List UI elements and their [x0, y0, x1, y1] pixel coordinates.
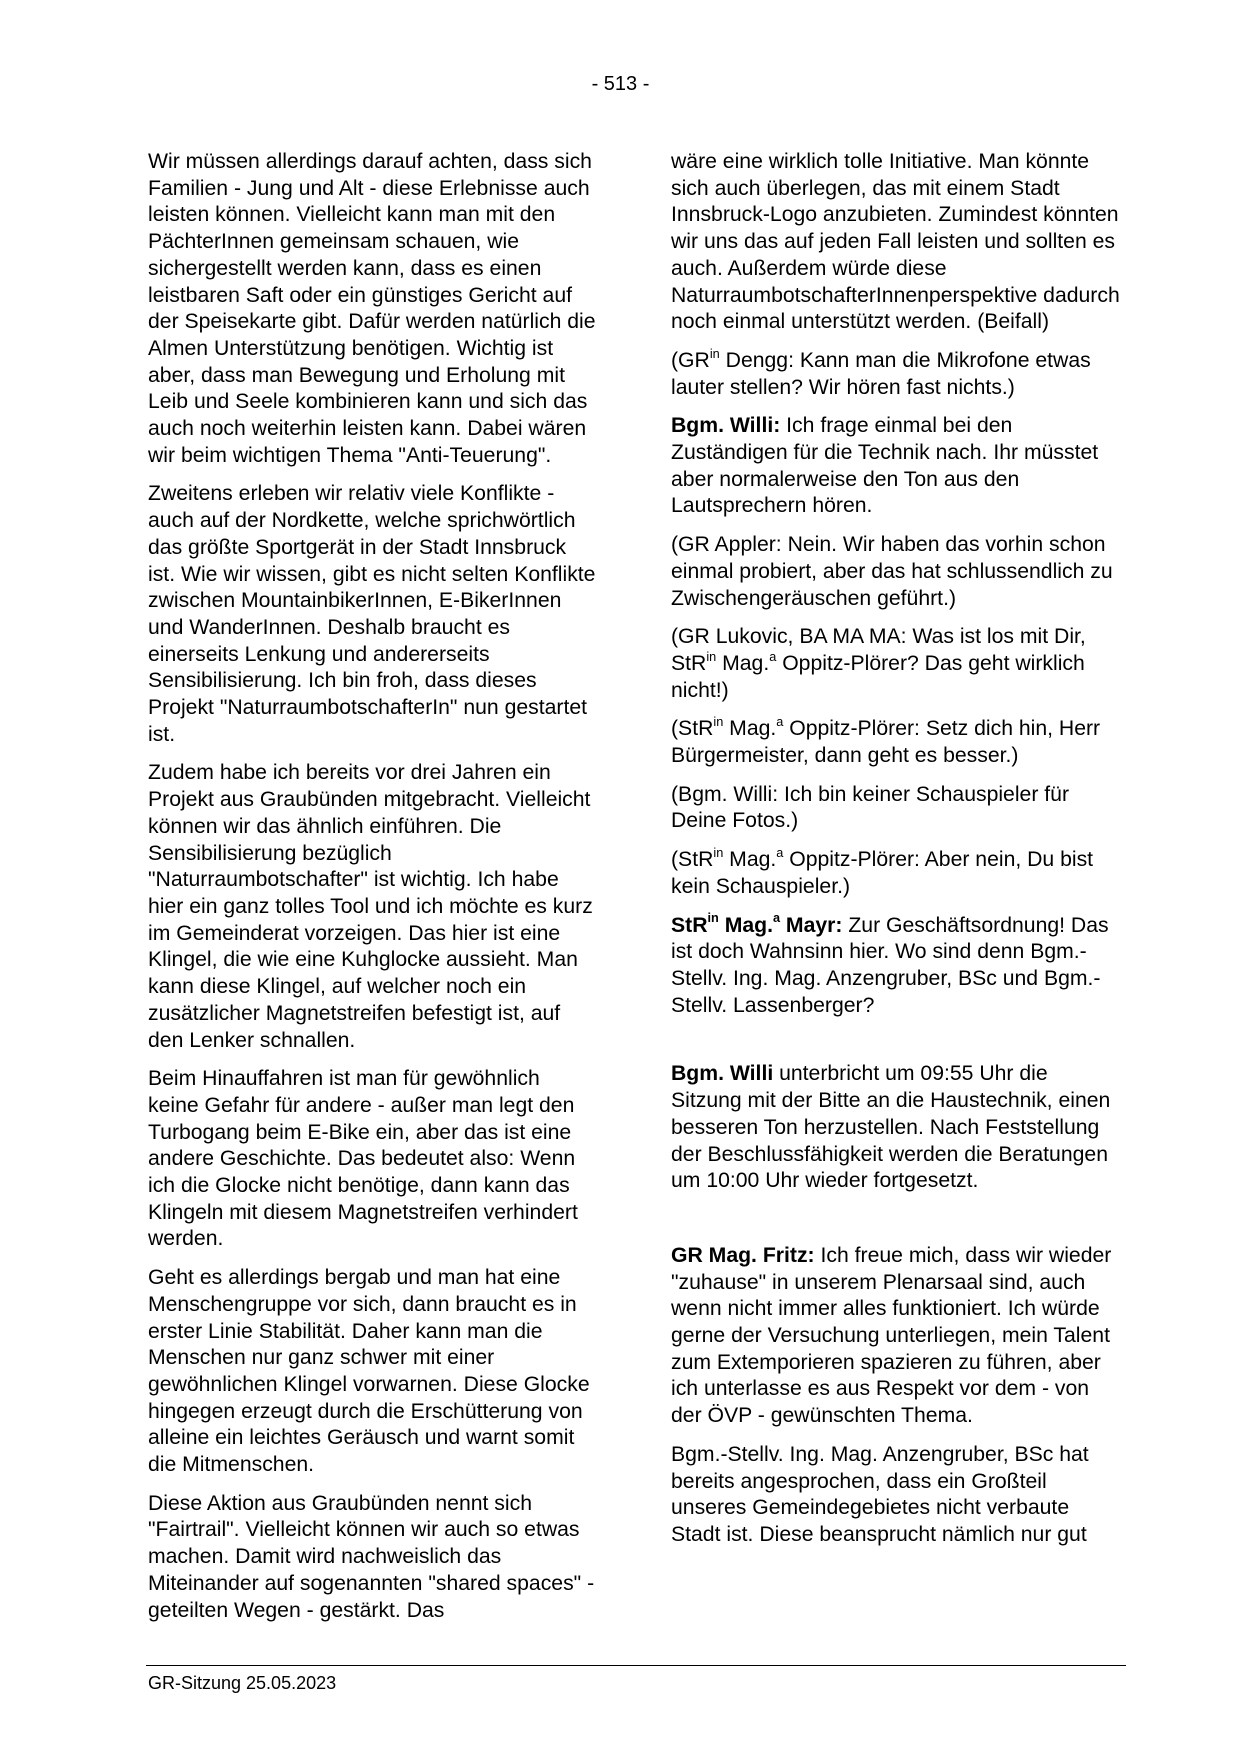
speaker-name: Bgm. Willi	[671, 1062, 774, 1086]
interjection: (GR Lukovic, BA MA MA: Was ist los mit Dir, StR$^{in}$ Mag.$^a$ Oppitz-Plörer? Das geht wirklich nicht!)	[671, 625, 1086, 702]
interjection: ($GR^{in}$ Dengg: Kann man die Mikrofone etwas lauter stellen? Wir hören fast nichts.)	[671, 345, 1091, 399]
interjection: (GR Appler: Nein. Wir haben das vorhin schon einmal probiert, aber das hat schlussendlich zu Zwischengeräuschen geführt.)	[671, 533, 1113, 610]
paragraph: Zudem habe ich bereits vor drei Jahren ein Projekt aus Graubünden mitgebracht. Vielleicht können wir das ähnlich einführen. Die Sensibilisierung bezüglich "Naturraumbotschafter" ist wichtig. Ich habe hier ein ganz tolles Tool und ich möchte es kurz im Gemeinderat vorzeigen. Das hier ist eine Klingel, die wie eine Kuhglocke aussieht. Man kann diese Klingel, auf welcher noch ein zusätzlicher Magnetstreifen befestigt ist, auf den Lenker schnallen.	[148, 761, 593, 1052]
paragraph: wäre eine wirklich tolle Initiative. Man könnte sich auch überlegen, das mit einem Stadt Innsbruck-Logo anzubieten. Zumindest könnten wir uns das auf jeden Fall leisten und sollten es auch. Außerdem würde diese NaturraumbotschafterInnenperspektive dadurch noch einmal unterstützt werden. (Beifall)	[671, 150, 1120, 334]
speaker-paragraph: Bgm. Willi: Ich frage einmal bei den Zuständigen für die Technik nach. Ihr müsstet aber normalerweise den Ton aus den Lautsprechern hören.	[671, 414, 1099, 518]
speaker-name: GR Mag. Fritz:	[671, 1243, 815, 1267]
speaker-name: Bgm. Willi:	[671, 414, 781, 438]
page-number: - 513 -	[591, 73, 650, 95]
footer-session-date: GR-Sitzung 25.05.2023	[148, 1673, 337, 1693]
speaker-paragraph: GR Mag. Fritz: Ich freue mich, dass wir wieder "zuhause" in unserem Plenarsaal sind, auch wenn nicht immer alles funktioniert. Ich würde gerne der Versuchung unterliegen, mein Talent zum Extemporieren spazieren zu führen, aber ich unterlasse es aus Respekt vor dem - von der ÖVP - gewünschten Thema.	[671, 1243, 1112, 1428]
paragraph: Zweitens erleben wir relativ viele Konflikte - auch auf der Nordkette, welche sprichwörtlich das größte Sportgerät in der Stadt Innsbruck ist. Wie wir wissen, gibt es nicht selten Konflikte zwischen MountainbikerInnen, E-BikerInnen und WanderInnen. Deshalb braucht es einerseits Lenkung und andererseits Sensibilisierung. Ich bin froh, dass dieses Projekt "NaturraumbotschafterIn" nun gestartet ist.	[148, 482, 596, 746]
interjection: (StR$^{in}$ Mag.$^a$ Oppitz-Plörer: Aber nein, Du bist kein Schauspieler.)	[671, 844, 1094, 898]
speaker-paragraph: Bgm. Willi unterbricht um 09:55 Uhr die Sitzung mit der Bitte an die Haustechnik, einen besseren Ton herzustellen. Nach Feststellung der Beschlussfähigkeit werden die Beratungen um 10:00 Uhr wieder fortgesetzt.	[671, 1062, 1111, 1193]
left-column	[148, 149, 596, 1636]
paragraph: Beim Hinauffahren ist man für gewöhnlich keine Gefahr für andere - außer man legt den Turbogang beim E-Bike ein, aber das ist eine andere Geschichte. Das bedeutet also: Wenn ich die Glocke nicht benötige, dann kann das Klingeln mit diesem Magnetstreifen verhindert werden.	[148, 1067, 578, 1251]
speaker-name: StR$^{in}$ Mag.$^a$ Mayr:	[671, 910, 843, 937]
paragraph: Geht es allerdings bergab und man hat eine Menschengruppe vor sich, dann braucht es in erster Linie Stabilität. Daher kann man die Menschen nur ganz schwer mit einer gewöhnlichen Klingel vorwarnen. Diese Glocke hingegen erzeugt durch die Erschütterung von alleine ein leichtes Geräusch und warnt somit die Mitmenschen.	[148, 1266, 590, 1477]
paragraph: Bgm.-Stellv. Ing. Mag. Anzengruber, BSc hat bereits angesprochen, dass ein Großteil unseres Gemeindegebietes nicht verbaute Stadt ist. Diese beansprucht nämlich nur gut	[671, 1442, 1089, 1546]
interjection: (Bgm. Willi: Ich bin keiner Schauspieler für Deine Fotos.)	[671, 782, 1070, 833]
right-column	[671, 149, 1121, 1561]
footer-divider	[146, 1665, 1126, 1666]
paragraph: Wir müssen allerdings darauf achten, dass sich Familien - Jung und Alt - diese Erlebnisse auch leisten können. Vielleicht kann man mit den PächterInnen gemeinsam schauen, wie sichergestellt werden kann, dass es einen leistbaren Saft oder ein günstiges Gericht auf der Speisekarte gibt. Dafür werden natürlich die Almen Unterstützung benötigen. Wichtig ist aber, dass man Bewegung und Erholung mit Leib und Seele kombinieren kann und sich das auch noch weiterhin leisten kann. Dabei wären wir beim wichtigen Thema "Anti-Teuerung".	[148, 150, 596, 467]
paragraph: Diese Aktion aus Graubünden nennt sich "Fairtrail". Vielleicht können wir auch so etwas machen. Damit wird nachweislich das Miteinander auf sogenannten "shared spaces" - geteilten Wegen - gestärkt. Das	[148, 1491, 595, 1622]
interjection: (StR$^{in}$ Mag.$^a$ Oppitz-Plörer: Setz dich hin, Herr Bürgermeister, dann geht es besser.)	[671, 714, 1101, 768]
speaker-paragraph: StR$^{in}$ Mag.$^a$ Mayr: Zur Geschäftsordnung! Das ist doch Wahnsinn hier. Wo sind denn Bgm.-Stellv. Ing. Mag. Anzengruber, BSc und Bgm.-Stellv. Lassenberger?	[671, 910, 1109, 1017]
